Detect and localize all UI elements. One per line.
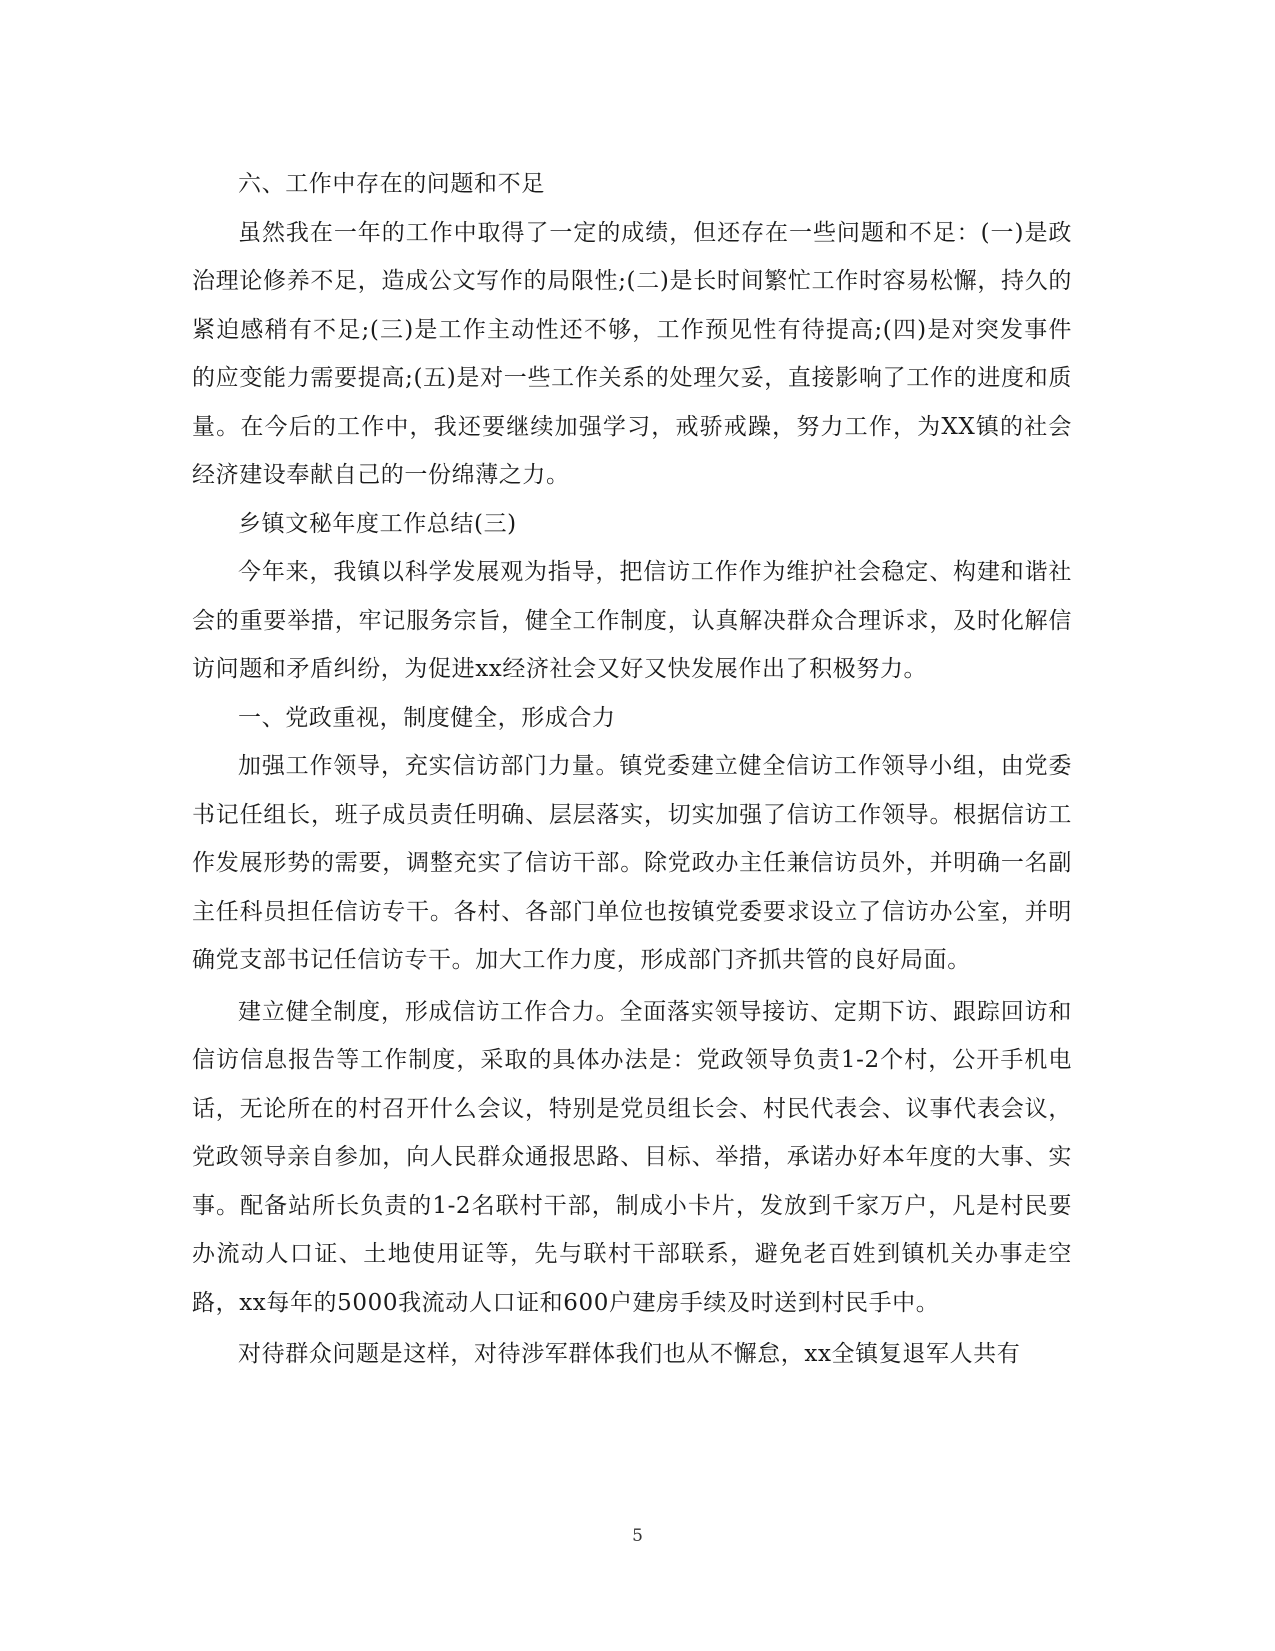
paragraph-intro: 今年来，我镇以科学发展观为指导，把信访工作作为维护社会稳定、构建和谐社会的重要举措，牢记服务宗旨，健全工作制度，认真解决群众合理诉求，及时化解信访问题和矛盾纠纷，为促进xx经济社会又好又快发展作出了积极努力。 [192, 559, 1072, 682]
section-heading-problems: 六、工作中存在的问题和不足 [238, 171, 545, 197]
paragraph-leadership: 加强工作领导，充实信访部门力量。镇党委建立健全信访工作领导小组，由党委书记任组长，班子成员责任明确、层层落实，切实加强了信访工作领导。根据信访工作发展形势的需要，调整充实了信访干部。除党政办主任兼信访员外，并明确一名副主任科员担任信访专干。各村、各部门单位也按镇党委要求设立了信访办公室，并明确党支部书记任信访专干。加大工作力度，形成部门齐抓共管的良好局面。 [192, 753, 1072, 973]
section-heading-leadership: 一、党政重视，制度健全，形成合力 [238, 704, 616, 731]
paragraph-system: 建立健全制度，形成信访工作合力。全面落实领导接访、定期下访、跟踪回访和信访信息报告等工作制度，采取的具体办法是：党政领导负责1-2个村，公开手机电话，无论所在的村召开什么会议，特别是党员组长会、村民代表会、议事代表会议，党政领导亲自参加，向人民群众通报思路、目标、举措，承诺办好本年度的大事、实事。配备站所长负责的1-2名联村干部，制成小卡片，发放到千家万户，凡是村民要办流动人口证、土地使用证等，先与联村干部联系，避免老百姓到镇机关办事走空路，xx每年的5000我流动人口证和600户建房手续及时送到村民手中。 [192, 998, 1072, 1316]
page-number: 5 [632, 1526, 643, 1546]
paragraph-veterans: 对待群众问题是这样，对待涉军群体我们也从不懈怠，xx全镇复退军人共有 [238, 1341, 1021, 1367]
document-subtitle: 乡镇文秘年度工作总结(三) [238, 510, 517, 537]
paragraph-problems-detail: 虽然我在一年的工作中取得了一定的成绩，但还存在一些问题和不足：(一)是政治理论修养不足，造成公文写作的局限性;(二)是长时间繁忙工作时容易松懈，持久的紧迫感稍有不足;(三)是工作主动性还不够，工作预见性有待提高;(四)是对突发事件的应变能力需要提高;(五)是对一些工作关系的处理欠妥，直接影响了工作的进度和质量。在今后的工作中，我还要继续加强学习，戒骄戒躁，努力工作，为XX镇的社会经济建设奉献自己的一份绵薄之力。 [192, 219, 1072, 488]
document-body [192, 160, 1072, 1379]
